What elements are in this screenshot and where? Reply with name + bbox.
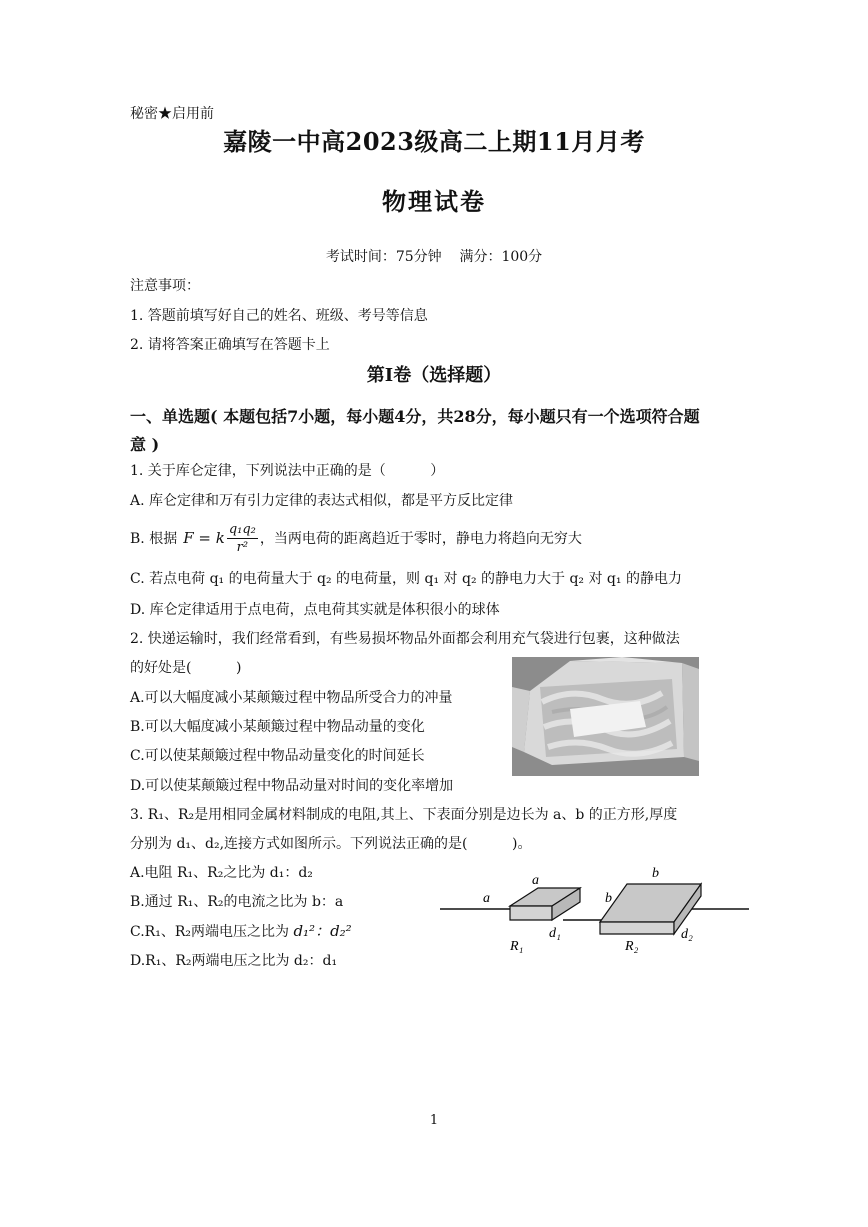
label-d1: d₁ [549, 926, 561, 941]
confidential-label: 秘密★启用前 [130, 106, 214, 122]
q3-stem-line1: 3. R₁、R₂是用相同金属材料制成的电阻,其上、下表面分别是边长为 a、b 的正方形,厚度 [130, 807, 678, 823]
exam-subtitle: 物理试卷 [382, 187, 486, 216]
q2-stem-line1: 2. 快递运输时，我们经常看到，有些易损坏物品外面都会利用充气袋进行包裹，这种做法 [130, 631, 680, 647]
page-number: 1 [429, 1113, 439, 1128]
q3-option-d: D.R₁、R₂两端电压之比为 d₂：d₁ [130, 953, 338, 969]
package-photo-graphic [512, 657, 699, 776]
exam-info: 考试时间：75分钟 满分：100分 [325, 249, 543, 265]
label-d2: d₂ [681, 927, 693, 942]
q1-formula-lhs: F = k [183, 529, 225, 547]
q1-option-b-suffix: ，当两电荷的距离趋近于零时，静电力将趋向无穷大 [259, 531, 582, 547]
exam-title: 嘉陵一中高2023级高二上期11月月考 [223, 127, 645, 156]
q1-formula-fraction [227, 523, 258, 554]
q1-option-b [130, 518, 582, 558]
q1-stem: 1. 关于库仑定律，下列说法中正确的是（ ） [130, 463, 445, 479]
label-a-top: a [532, 873, 539, 888]
q1-formula-numerator: q₁q₂ [228, 521, 256, 537]
label-r2: R₂ [625, 939, 639, 954]
q1-option-b-prefix: B. 根据 [130, 531, 178, 547]
q3-option-b: B.通过 R₁、R₂的电流之比为 b：a [130, 894, 344, 910]
q3-option-c-prefix: C.R₁、R₂两端电压之比为 [130, 924, 289, 940]
q2-option-d: D.可以使某颠簸过程中物品动量对时间的变化率增加 [130, 778, 454, 794]
resistor-r1-block [510, 888, 580, 920]
label-b-left: b [605, 891, 612, 906]
note-item-2: 2. 请将答案正确填写在答题卡上 [130, 337, 330, 353]
resistor-circuit-figure [435, 862, 755, 962]
part-heading-line2: 意 ) [130, 435, 160, 454]
q2-option-b: B.可以大幅度减小某颠簸过程中物品动量的变化 [130, 719, 425, 735]
q1-option-d: D. 库仑定律适用于点电荷，点电荷其实就是体积很小的球体 [130, 602, 500, 618]
note-item-1: 1. 答题前填写好自己的姓名、班级、考号等信息 [130, 308, 428, 324]
label-b-top: b [652, 866, 659, 881]
label-r1: R₁ [510, 939, 524, 954]
q1-option-c: C. 若点电荷 q₁ 的电荷量大于 q₂ 的电荷量，则 q₁ 对 q₂ 的静电力大于 q₂ 对 q₁ 的静电力 [130, 571, 682, 587]
q3-stem-line2: 分别为 d₁、d₂,连接方式如图所示。下列说法正确的是( )。 [130, 836, 532, 852]
section-title: 第Ⅰ卷（选择题） [366, 365, 502, 386]
label-a-left: a [483, 891, 490, 906]
q3-option-a: A.电阻 R₁、R₂之比为 d₁：d₂ [130, 865, 313, 881]
part-heading-line1: 一、单选题( 本题包括7小题，每小题4分，共28分，每小题只有一个选项符合题 [130, 407, 700, 426]
q1-formula-denominator: r² [236, 539, 249, 555]
q2-option-c: C.可以使某颠簸过程中物品动量变化的时间延长 [130, 748, 425, 764]
q1-option-a: A. 库仑定律和万有引力定律的表达式相似，都是平方反比定律 [130, 493, 514, 509]
notes-heading: 注意事项： [130, 278, 200, 294]
air-cushion-package-photo [512, 657, 699, 776]
q3-option-c [130, 920, 352, 941]
q2-option-a: A.可以大幅度减小某颠簸过程中物品所受合力的冲量 [130, 690, 453, 706]
q3-option-c-formula: d₁²：d₂² [293, 922, 352, 940]
q2-stem-line2: 的好处是( ) [130, 660, 242, 676]
